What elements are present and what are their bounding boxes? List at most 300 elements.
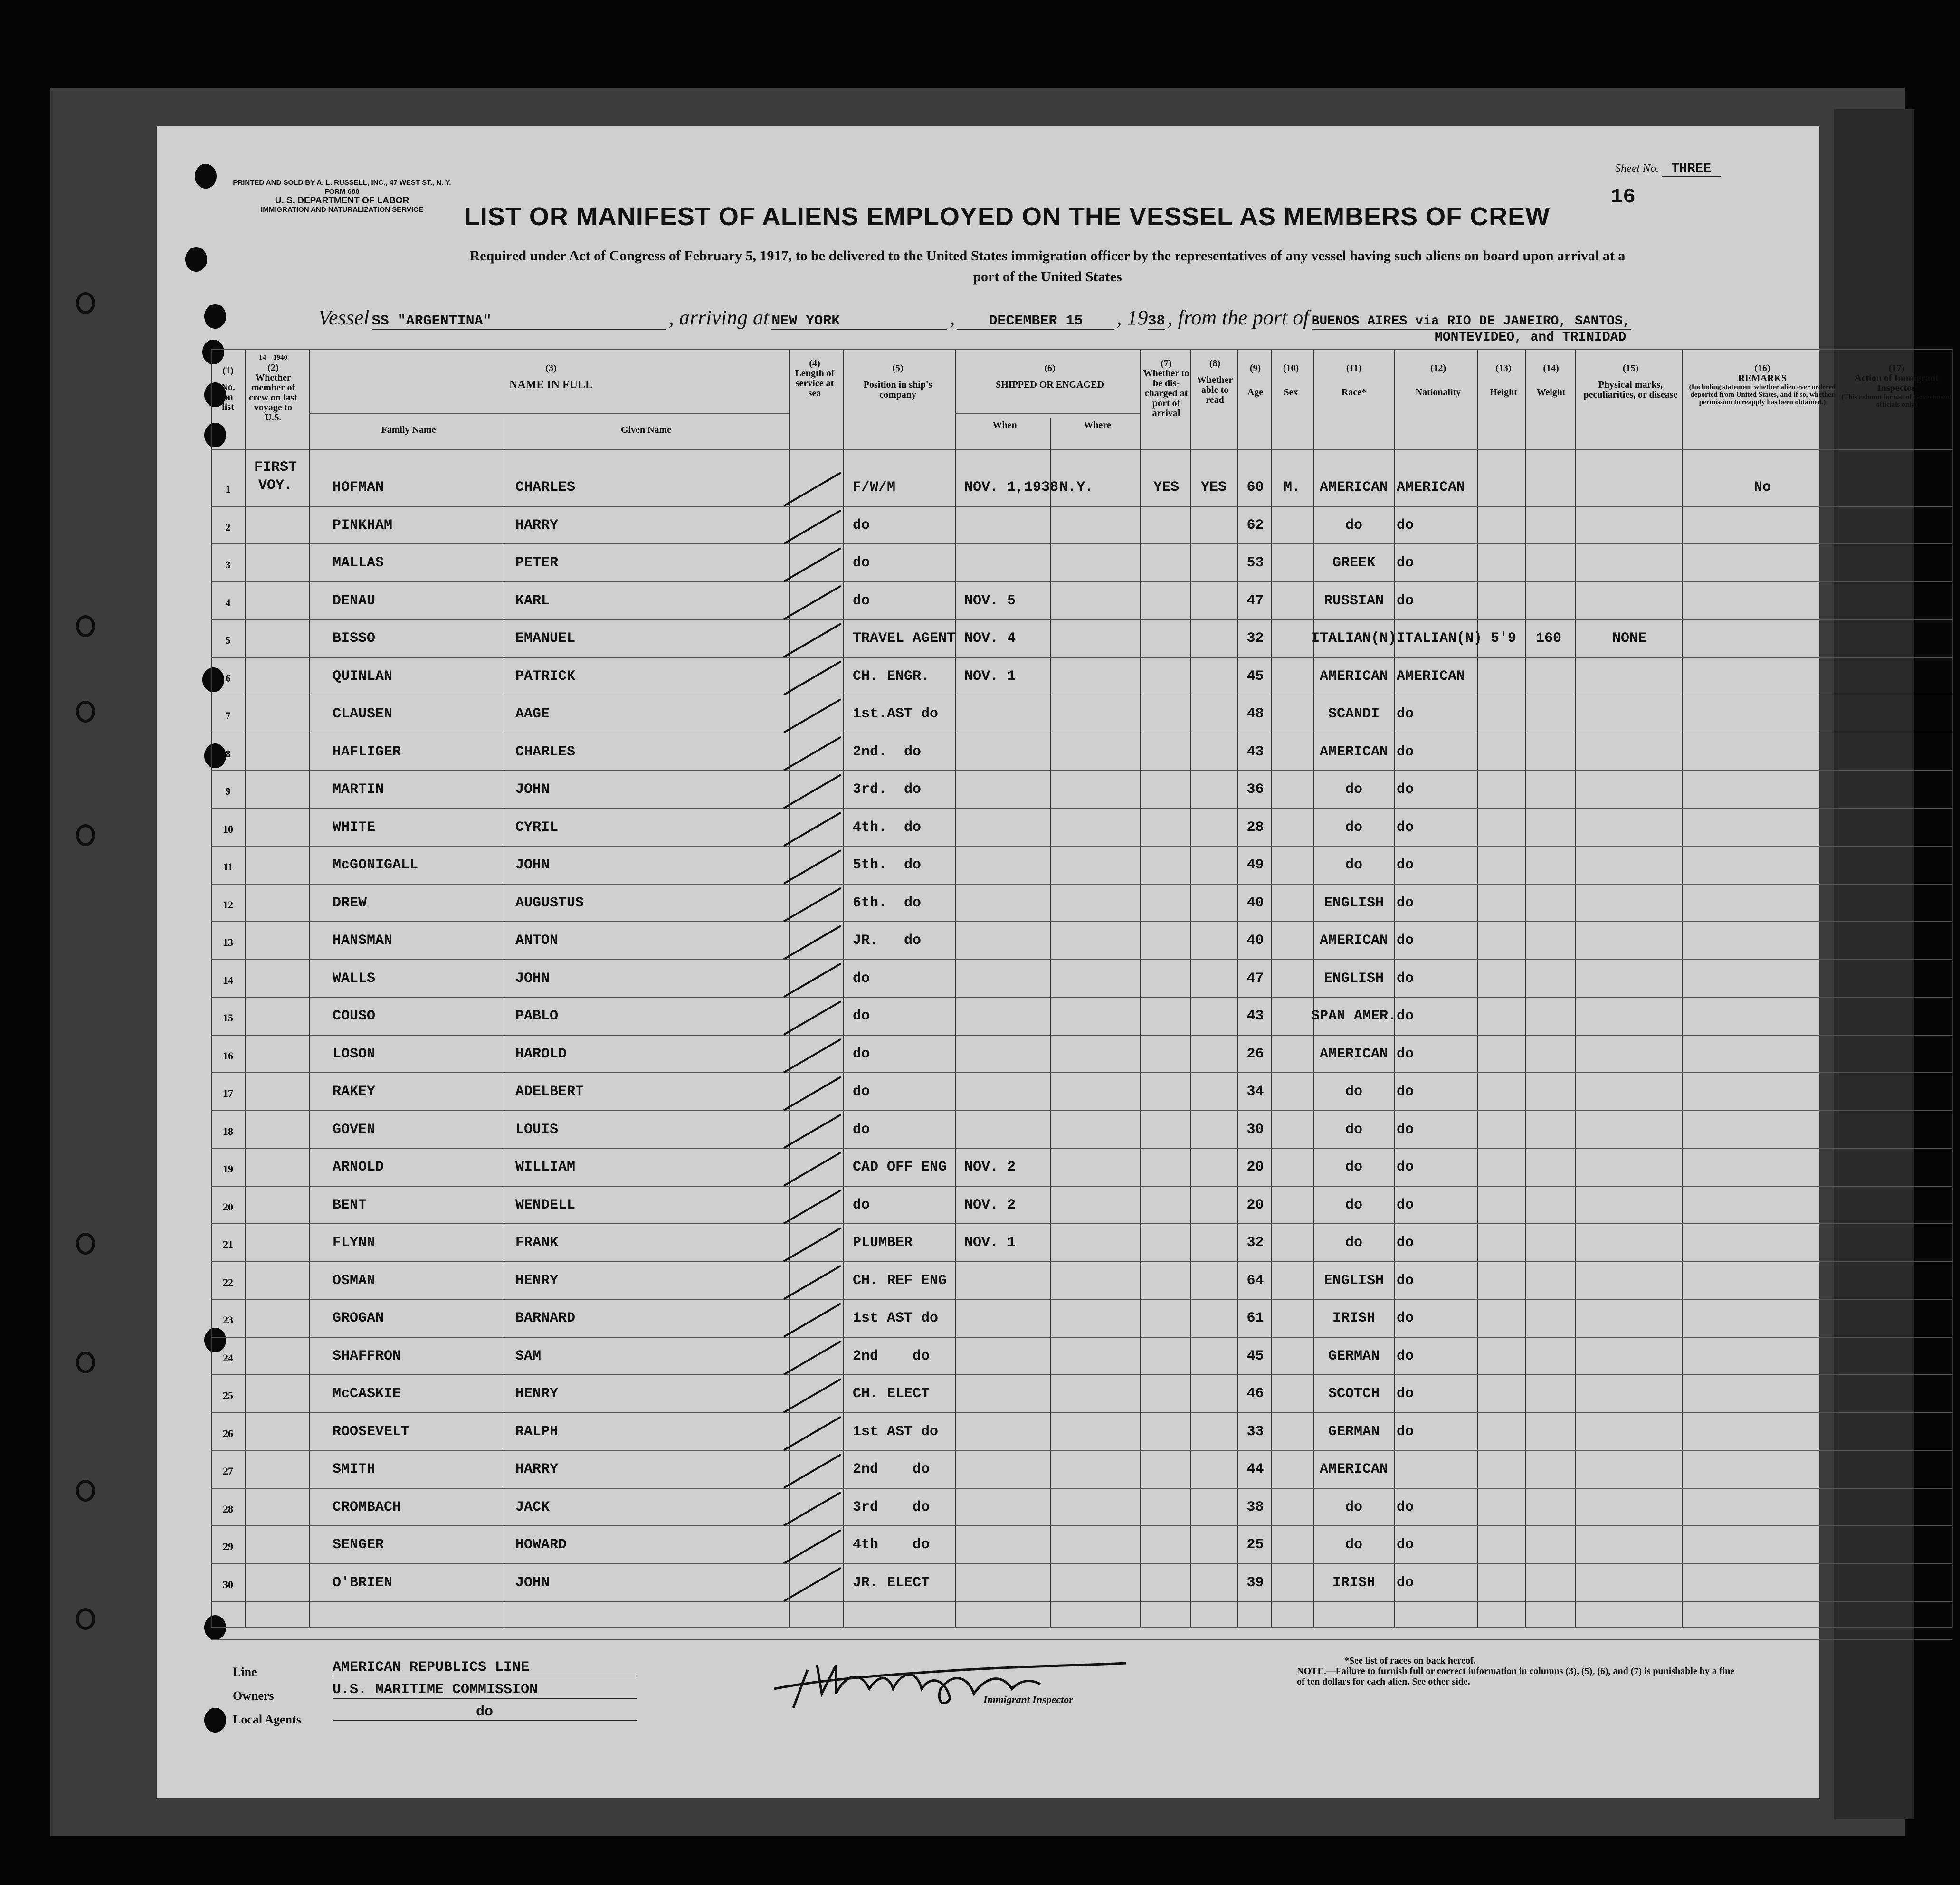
year-value: 38 xyxy=(1148,313,1165,329)
family-name: ROOSEVELT xyxy=(333,1423,410,1440)
service-slash xyxy=(784,813,841,846)
family-name: SMITH xyxy=(333,1461,376,1477)
given-name: HARRY xyxy=(515,517,559,533)
position: do xyxy=(853,592,870,609)
col-service-header xyxy=(793,359,836,399)
age: 43 xyxy=(1246,1008,1264,1024)
given-name: HENRY xyxy=(515,1272,559,1289)
service-slash xyxy=(784,1493,841,1526)
col-label: REMARKS xyxy=(1738,373,1787,383)
line-label: Line xyxy=(233,1665,257,1679)
given-name: HARRY xyxy=(515,1461,559,1477)
age: 30 xyxy=(1246,1121,1264,1138)
column-rule xyxy=(1952,349,1953,1627)
position: do xyxy=(853,1084,870,1100)
nationality: do xyxy=(1397,1084,1414,1100)
race: ENGLISH xyxy=(1323,970,1384,987)
age: 40 xyxy=(1246,933,1264,949)
race: do xyxy=(1345,781,1362,798)
col-num: (16) xyxy=(1754,363,1770,373)
service-slash xyxy=(784,1077,841,1110)
inspector-signature xyxy=(765,1637,1145,1713)
race: AMERICAN xyxy=(1319,479,1389,495)
service-slash xyxy=(784,1568,841,1601)
row-number: 3 xyxy=(225,559,231,571)
position: do xyxy=(853,555,870,571)
col-label: Height xyxy=(1490,387,1517,398)
nationality: do xyxy=(1397,517,1414,533)
race: AMERICAN xyxy=(1319,933,1389,949)
family-name: CLAUSEN xyxy=(333,706,393,722)
line-value: AMERICAN REPUBLICS LINE xyxy=(333,1659,637,1676)
col-height-header xyxy=(1480,363,1527,398)
race: GERMAN xyxy=(1328,1423,1380,1440)
col-note: (This column for use of Government officials only) xyxy=(1841,393,1952,409)
col-name-header xyxy=(314,363,789,390)
nationality: do xyxy=(1397,1235,1414,1251)
family-name: MALLAS xyxy=(333,555,384,571)
age: 26 xyxy=(1246,1046,1264,1062)
family-name: LOSON xyxy=(333,1046,376,1062)
manifest-page xyxy=(157,126,1952,1798)
age: 64 xyxy=(1246,1272,1264,1289)
discharged: YES xyxy=(1153,479,1179,495)
race: AMERICAN xyxy=(1319,668,1389,685)
family-name: GOVEN xyxy=(333,1121,376,1138)
col-label: Age xyxy=(1247,387,1264,398)
service-slash xyxy=(784,737,841,771)
row-number: 16 xyxy=(223,1049,233,1062)
vessel-label: Vessel xyxy=(318,306,370,329)
service-slash xyxy=(784,1455,841,1488)
position: JR. ELECT xyxy=(853,1574,930,1591)
family-name: ARNOLD xyxy=(333,1159,384,1175)
race: IRISH xyxy=(1332,1310,1375,1326)
race: do xyxy=(1345,1197,1362,1213)
shipped-where-header: Where xyxy=(1084,420,1111,430)
given-name: RALPH xyxy=(515,1423,559,1440)
shipped-when: NOV. 4 xyxy=(964,630,1016,647)
col-label: NAME IN FULL xyxy=(509,379,593,391)
shipped-when: NOV. 1,1938 xyxy=(964,479,1059,495)
given-name: HAROLD xyxy=(515,1046,567,1062)
race: ITALIAN(N) xyxy=(1311,630,1397,647)
nationality: do xyxy=(1397,1499,1414,1515)
nationality: do xyxy=(1397,781,1414,798)
age: 47 xyxy=(1246,970,1264,987)
nationality: do xyxy=(1397,857,1414,873)
age: 33 xyxy=(1246,1423,1264,1440)
race: AMERICAN xyxy=(1319,1046,1389,1062)
age: 47 xyxy=(1246,592,1264,609)
family-name: HANSMAN xyxy=(333,933,393,949)
binder-ring xyxy=(76,824,95,846)
col-sex-header xyxy=(1271,363,1311,398)
row-number: 20 xyxy=(223,1200,233,1213)
age: 49 xyxy=(1246,857,1264,873)
age: 45 xyxy=(1246,1348,1264,1364)
service-slash xyxy=(784,1379,841,1412)
row-number: 13 xyxy=(223,936,233,948)
race: SCOTCH xyxy=(1328,1386,1380,1402)
col-remarks-header xyxy=(1684,363,1841,406)
given-name: PATRICK xyxy=(515,668,576,685)
position: 6th. do xyxy=(853,895,922,911)
family-name: BISSO xyxy=(333,630,376,647)
arriving-value: NEW YORK xyxy=(771,313,947,330)
position: F/W/M xyxy=(853,479,896,495)
service-slash xyxy=(784,1266,841,1299)
height: 5'9 xyxy=(1490,630,1516,647)
age: 25 xyxy=(1246,1537,1264,1553)
footer-notes xyxy=(1297,1656,1743,1687)
vessel-value: SS "ARGENTINA" xyxy=(372,313,666,330)
binder-ring xyxy=(76,1480,95,1502)
position: 2nd do xyxy=(853,1461,930,1477)
age: 48 xyxy=(1246,706,1264,722)
race: ENGLISH xyxy=(1323,1272,1384,1289)
position: 2nd do xyxy=(853,1348,930,1364)
family-name: McCASKIE xyxy=(333,1386,401,1402)
family-name: OSMAN xyxy=(333,1272,376,1289)
given-name: SAM xyxy=(515,1348,542,1364)
col-num: (4) xyxy=(809,358,820,369)
col-label: Race* xyxy=(1341,387,1367,398)
inspector-label: Immigrant Inspector xyxy=(983,1694,1073,1705)
family-name: HAFLIGER xyxy=(333,743,401,760)
binder-ring xyxy=(76,1233,95,1255)
position: JR. do xyxy=(853,933,922,949)
family-name: MARTIN xyxy=(333,781,384,798)
service-slash xyxy=(784,548,841,581)
race: do xyxy=(1345,819,1362,836)
nationality: do xyxy=(1397,1272,1414,1289)
position: do xyxy=(853,1046,870,1062)
given-name: JOHN xyxy=(515,1574,550,1591)
row-number: 26 xyxy=(223,1427,233,1439)
col-num: (17) xyxy=(1888,363,1905,373)
nationality: do xyxy=(1397,592,1414,609)
family-name: DREW xyxy=(333,895,367,911)
service-slash xyxy=(784,1417,841,1450)
row-number: 2 xyxy=(225,521,231,533)
family-name: WHITE xyxy=(333,819,376,836)
service-slash xyxy=(784,624,841,657)
col-marks-header xyxy=(1579,363,1682,400)
nationality: do xyxy=(1397,1348,1414,1364)
col-label: Length of service at sea xyxy=(795,368,835,399)
family-name-header: Family Name xyxy=(381,425,436,435)
age: 38 xyxy=(1246,1499,1264,1515)
col-label: Nationality xyxy=(1415,387,1461,398)
nationality: do xyxy=(1397,1121,1414,1138)
col-race-header xyxy=(1316,363,1392,398)
row-number: 11 xyxy=(223,861,233,873)
position: 3rd. do xyxy=(853,781,922,798)
nationality: do xyxy=(1397,1008,1414,1024)
family-name: BENT xyxy=(333,1197,367,1213)
row-number: 12 xyxy=(223,898,233,911)
agents-label: Local Agents xyxy=(233,1713,301,1726)
age: 39 xyxy=(1246,1574,1264,1591)
col-num: (13) xyxy=(1495,363,1512,373)
able-to-read: YES xyxy=(1200,479,1227,495)
printer-line: PRINTED AND SOLD BY A. L. RUSSELL, INC., 47 WEST ST., N. Y. xyxy=(233,179,451,187)
row-number: 14 xyxy=(223,974,233,986)
age: 34 xyxy=(1246,1084,1264,1100)
service-slash xyxy=(784,699,841,733)
col-nationality-header xyxy=(1397,363,1480,398)
given-name: PABLO xyxy=(515,1008,559,1024)
nationality: do xyxy=(1397,933,1414,949)
row-number: 5 xyxy=(225,634,231,646)
given-name: CHARLES xyxy=(515,479,576,495)
age: 62 xyxy=(1246,517,1264,533)
service-slash xyxy=(784,1001,841,1035)
race: ENGLISH xyxy=(1323,895,1384,911)
nationality: do xyxy=(1397,819,1414,836)
voyage-line: Vessel SS "ARGENTINA" , arriving at NEW YORK , DECEMBER 15 , 1938 , from the port of BUENOS AIRES via RIO DE JANEIRO, SANTOS, xyxy=(318,306,1631,329)
nationality: ITALIAN(N) xyxy=(1397,630,1483,647)
shipped-when: NOV. 2 xyxy=(964,1197,1016,1213)
row-number: 10 xyxy=(223,823,233,835)
col-num: (11) xyxy=(1346,363,1362,373)
arrival-date: DECEMBER 15 xyxy=(957,313,1114,330)
given-name: JACK xyxy=(515,1499,550,1515)
row-number: 15 xyxy=(223,1012,233,1024)
binder-ring xyxy=(76,1352,95,1373)
col-no-header xyxy=(216,366,240,412)
form-number: FORM 680 xyxy=(324,188,360,196)
row-number: 4 xyxy=(225,596,231,609)
row-number: 29 xyxy=(223,1541,233,1552)
col-num: (14) xyxy=(1543,363,1559,373)
position: TRAVEL AGENT xyxy=(853,630,956,647)
col-read-header xyxy=(1192,359,1237,405)
col-action-header xyxy=(1841,363,1952,409)
subtitle-line-2: port of the United States xyxy=(973,269,1122,285)
nationality: do xyxy=(1397,1386,1414,1402)
from-value: BUENOS AIRES via RIO DE JANEIRO, SANTOS, xyxy=(1311,314,1631,329)
age: 36 xyxy=(1246,781,1264,798)
race: do xyxy=(1345,517,1362,533)
col-num: (12) xyxy=(1430,363,1446,373)
position: 3rd do xyxy=(853,1499,930,1515)
race: do xyxy=(1345,1537,1362,1553)
family-name: CROMBACH xyxy=(333,1499,401,1515)
age: 44 xyxy=(1246,1461,1264,1477)
family-name: SHAFFRON xyxy=(333,1348,401,1364)
family-name: HOFMAN xyxy=(333,479,384,495)
year-prefix: , 19 xyxy=(1116,306,1148,329)
given-name: WILLIAM xyxy=(515,1159,576,1175)
row-number: 25 xyxy=(223,1390,233,1401)
given-name: JOHN xyxy=(515,970,550,987)
race: GREEK xyxy=(1332,555,1375,571)
position: 5th. do xyxy=(853,857,922,873)
age: 53 xyxy=(1246,555,1264,571)
shipped-when-header: When xyxy=(992,420,1017,430)
nationality: do xyxy=(1397,1537,1414,1553)
col-label: Position in ship's company xyxy=(863,380,932,400)
service-slash xyxy=(784,888,841,922)
row-number: 22 xyxy=(223,1276,233,1288)
col-num: (1) xyxy=(222,365,234,376)
family-name: WALLS xyxy=(333,970,376,987)
row-number: 8 xyxy=(225,747,231,760)
service-slash xyxy=(784,586,841,619)
remarks: No xyxy=(1753,479,1771,495)
row-number: 18 xyxy=(223,1125,233,1137)
shipped-when: NOV. 1 xyxy=(964,1235,1016,1251)
given-name-header: Given Name xyxy=(620,425,672,435)
age: 20 xyxy=(1246,1159,1264,1175)
row-number: 27 xyxy=(223,1465,233,1477)
service-slash xyxy=(784,511,841,544)
race: do xyxy=(1345,1499,1362,1515)
given-name: LOUIS xyxy=(515,1121,559,1138)
race: do xyxy=(1345,1159,1362,1175)
service-slash xyxy=(784,1530,841,1563)
service-slash xyxy=(784,1039,841,1073)
position: do xyxy=(853,1008,870,1024)
weight: 160 xyxy=(1535,630,1561,647)
position: do xyxy=(853,1121,870,1138)
given-name: HOWARD xyxy=(515,1537,567,1553)
race: RUSSIAN xyxy=(1323,592,1384,609)
col-num: (5) xyxy=(892,363,904,373)
position: CH. ELECT xyxy=(853,1386,930,1402)
family-name: McGONIGALL xyxy=(333,857,419,873)
service-slash xyxy=(784,1115,841,1148)
service-slash xyxy=(784,662,841,695)
position: do xyxy=(853,970,870,987)
sheet-value: THREE xyxy=(1662,162,1721,177)
row-number: 6 xyxy=(225,672,231,684)
race: GERMAN xyxy=(1328,1348,1380,1364)
col-position-header xyxy=(846,363,950,400)
family-name: QUINLAN xyxy=(333,668,393,685)
race: AMERICAN xyxy=(1319,743,1389,760)
col-top-note: 14—1940 xyxy=(259,354,287,362)
family-name: DENAU xyxy=(333,592,376,609)
service-slash xyxy=(784,964,841,997)
nationality: do xyxy=(1397,970,1414,987)
nationality: do xyxy=(1397,1574,1414,1591)
family-name: FLYNN xyxy=(333,1235,376,1251)
column-rule xyxy=(1838,349,1839,1627)
race: do xyxy=(1345,1121,1362,1138)
sheet-label: Sheet No. xyxy=(1615,162,1659,175)
service-slash xyxy=(784,926,841,959)
given-name: WENDELL xyxy=(515,1197,576,1213)
service-slash xyxy=(784,1152,841,1186)
age: 20 xyxy=(1246,1197,1264,1213)
position: CAD OFF ENG xyxy=(853,1159,947,1175)
given-name: ADELBERT xyxy=(515,1084,584,1100)
row-number: 28 xyxy=(223,1503,233,1515)
given-name: CYRIL xyxy=(515,819,559,836)
row-number: 9 xyxy=(225,785,231,797)
col-label: Whether member of crew on last voyage to U.S. xyxy=(249,372,297,423)
binder-ring xyxy=(76,1608,95,1630)
position: 4th. do xyxy=(853,819,922,836)
age: 61 xyxy=(1246,1310,1264,1326)
page-number: 16 xyxy=(1610,185,1636,209)
col-weight-header xyxy=(1527,363,1575,398)
nationality: do xyxy=(1397,1046,1414,1062)
nationality: do xyxy=(1397,895,1414,911)
race: do xyxy=(1345,857,1362,873)
service-slash xyxy=(784,850,841,884)
row-number: 19 xyxy=(223,1163,233,1175)
family-name: O'BRIEN xyxy=(333,1574,393,1591)
position: 2nd. do xyxy=(853,743,922,760)
owners-label: Owners xyxy=(233,1689,274,1703)
position: CH. ENGR. xyxy=(853,668,930,685)
col-num: (3) xyxy=(545,363,557,373)
position: do xyxy=(853,1197,870,1213)
family-name: SENGER xyxy=(333,1537,384,1553)
family-name: COUSO xyxy=(333,1008,376,1024)
service-slash xyxy=(784,1342,841,1375)
subtitle-line-1: Required under Act of Congress of February 5, 1917, to be delivered to the United States immigration officer by the representatives of any vessel having such aliens on board upon arrival at a xyxy=(469,248,1626,264)
race: AMERICAN xyxy=(1319,1461,1389,1477)
nationality: do xyxy=(1397,1197,1414,1213)
given-name: JOHN xyxy=(515,857,550,873)
position: 1st AST do xyxy=(853,1310,939,1326)
position: 1st AST do xyxy=(853,1423,939,1440)
given-name: JOHN xyxy=(515,781,550,798)
family-name: PINKHAM xyxy=(333,517,393,533)
shipped-when: NOV. 2 xyxy=(964,1159,1016,1175)
given-name: KARL xyxy=(515,592,550,609)
shipped-when: NOV. 1 xyxy=(964,668,1016,685)
from-value-2: MONTEVIDEO, and TRINIDAD xyxy=(1435,330,1627,345)
col-last-voyage-header xyxy=(247,353,299,423)
penalty-note: NOTE.—Failure to furnish full or correct information in columns (3), (5), (6), and (7) is punishable by a fine of ten dollars for each alien. See other side. xyxy=(1297,1666,1735,1687)
nationality: do xyxy=(1397,1159,1414,1175)
given-name: AAGE xyxy=(515,706,550,722)
given-name: ANTON xyxy=(515,933,559,949)
shipped-when: NOV. 5 xyxy=(964,592,1016,609)
col-label: Whether to be dis-charged at port of arrival xyxy=(1143,368,1189,419)
row-number: 23 xyxy=(223,1314,233,1326)
col-shipped-header xyxy=(960,363,1140,390)
col-num: (6) xyxy=(1044,363,1056,373)
service-slash xyxy=(784,1228,841,1261)
row-number: 17 xyxy=(223,1087,233,1099)
col-discharged-header xyxy=(1142,359,1190,419)
age: 46 xyxy=(1246,1386,1264,1402)
sex: M. xyxy=(1283,479,1301,495)
family-name: GROGAN xyxy=(333,1310,384,1326)
position: CH. REF ENG xyxy=(853,1272,947,1289)
service-name: IMMIGRATION AND NATURALIZATION SERVICE xyxy=(261,206,423,214)
race: do xyxy=(1345,1084,1362,1100)
binder-ring xyxy=(76,615,95,637)
col-num: (8) xyxy=(1209,358,1221,369)
race: SCANDI xyxy=(1328,706,1380,722)
age: 32 xyxy=(1246,630,1264,647)
race: SPAN AMER. xyxy=(1311,1008,1397,1024)
given-name: EMANUEL xyxy=(515,630,576,647)
races-note: *See list of races on back hereof. xyxy=(1344,1656,1476,1666)
col-label: Weight xyxy=(1536,387,1566,398)
service-slash xyxy=(784,1304,841,1337)
col-num: (7) xyxy=(1161,358,1172,369)
row-number: 1 xyxy=(225,483,231,495)
